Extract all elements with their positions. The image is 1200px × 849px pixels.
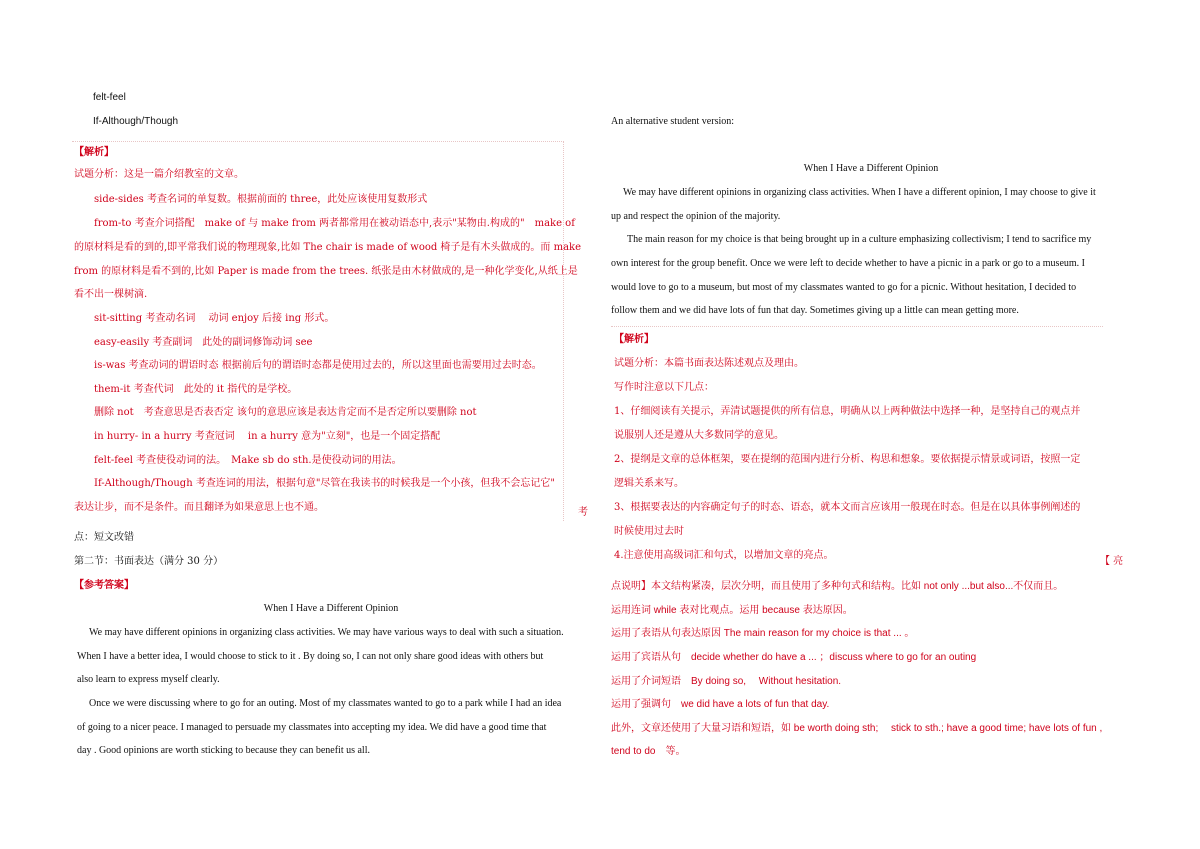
essay-line: also learn to express myself clearly.	[77, 674, 220, 685]
highlight-line: 运用了宾语从句 decide whether do have a ... ；discuss where to go for an outing	[611, 652, 977, 663]
analysis-line: 表达让步，而不是条件。而且翻译为如果意思上也不通。	[74, 502, 324, 513]
essay-title: When I Have a Different Opinion	[263, 603, 399, 614]
divider	[72, 141, 564, 142]
divider	[563, 141, 564, 521]
essay-line: of going to a nicer peace. I managed to persuade my classmates into accepting my idea. We did have a good time that	[77, 722, 547, 733]
note-line: 4.注意使用高级词汇和句式，以增加文章的亮点。	[614, 550, 834, 561]
essay-line: up and respect the opinion of the majority.	[611, 211, 781, 222]
analysis-line: If-Although/Though 考查连词的用法，根据句意"尽管在我读书的时候我是一个小孩，但我不会忘记它"	[94, 478, 556, 489]
note-line: 说服别人还是遵从大多数同学的意见。	[614, 430, 784, 441]
analysis-line: 看不出一棵树滴.	[74, 289, 148, 300]
analysis-line: from 的原材料是看不到的,比如 Paper is made from the trees. 纸张是由木材做成的,是一种化学变化,从纸上是	[74, 266, 578, 277]
highlight-line: 此外，文章还使用了大量习语和短语，如 be worth doing sth; stick to sth.; have a good time; have lots of fun ,	[611, 723, 1103, 734]
note-line: 时候使用过去时	[614, 526, 684, 537]
analysis-line: in hurry- in a hurry 考查冠词 in a hurry 意为"立刻"，也是一个固定搭配	[94, 431, 441, 442]
analysis-intro: 试题分析：本篇书面表达陈述观点及理由。	[614, 358, 804, 369]
analysis-line: is-was 考查动词的谓语时态 根据前后句的谓语时态都是使用过去的，所以这里面也需要用过去时态。	[94, 360, 542, 371]
highlight-bracket: 【 亮	[1100, 556, 1124, 567]
section-title: 第二节：书面表达（满分 30 分）	[74, 556, 224, 567]
analysis-line: sit-sitting 考查动名词 动词 enjoy 后接 ing 形式。	[94, 313, 335, 324]
point-label: 点：短文改错	[74, 532, 134, 543]
analysis-header: 【解析】	[74, 147, 114, 158]
highlight-line: 运用连词 while 表对比观点。运用 because 表达原因。	[611, 605, 853, 616]
notes-intro: 写作时注意以下几点：	[614, 382, 714, 393]
note-line: 逻辑关系来写。	[614, 478, 684, 489]
analysis-line: them-it 考查代词 此处的 it 指代的是学校。	[94, 384, 298, 395]
analysis-line: from-to 考查介词搭配 make of 与 make from 两者都常用在被动语态中,表示"某物由.构成的" make of	[94, 218, 575, 229]
note-line: 3、根据要表达的内容确定句子的时态、语态，就本文而言应该用一般现在时态。但是在以具体事例阐述的	[614, 502, 1081, 513]
correction-item: If-Although/Though	[93, 116, 179, 127]
highlight-line: 点说明】本文结构紧凑，层次分明，而且使用了多种句式和结构。比如 not only ...but also...不仅而且。	[611, 581, 1064, 592]
highlight-line: 运用了介词短语 By doing so, Without hesitation.	[611, 676, 842, 687]
essay-line: We may have different opinions in organizing class activities. We may have various ways to deal with such a situation.	[89, 627, 564, 638]
highlight-line: tend to do 等。	[611, 746, 686, 757]
essay-line: own interest for the group benefit. Once we were left to decide whether to have a picnic in a park or go to a museum. I	[611, 258, 1085, 269]
highlight-line: 运用了表语从句表达原因 The main reason for my choice is that ... 。	[611, 628, 915, 639]
highlight-line: 运用了强调句 we did have a lots of fun that day.	[611, 699, 830, 710]
analysis-line: felt-feel 考查使役动词的法。 Make sb do sth.是使役动词的用法。	[94, 455, 402, 466]
essay-line: day . Good opinions are worth sticking to because they can benefit us all.	[77, 745, 370, 756]
analysis-intro: 试题分析：这是一篇介绍教室的文章。	[74, 169, 244, 180]
note-line: 1、仔细阅读有关提示，弄清试题提供的所有信息，明确从以上两种做法中选择一种，是坚持自己的观点并	[614, 406, 1081, 417]
essay-line: When I have a better idea, I would choose to stick to it . By doing so, I can not only share good ideas with others but	[77, 651, 544, 662]
analysis-header: 【解析】	[614, 334, 654, 345]
margin-char: 考	[578, 507, 588, 518]
analysis-line: 删除 not 考查意思是否表否定 该句的意思应该是表达肯定而不是否定所以要删除 not	[94, 407, 477, 418]
analysis-line: side-sides 考查名词的单复数。根据前面的 three，此处应该使用复数形式	[94, 194, 428, 205]
essay-line: follow them and we did have lots of fun that day. Sometimes giving up a little can mean getting more.	[611, 305, 1019, 316]
essay-line: would love to go to a museum, but most of my classmates wanted to go for a picnic. Without hesitation, I decided to	[611, 282, 1077, 293]
essay-line: Once we were discussing where to go for an outing. Most of my classmates wanted to go to a park while I had an idea	[89, 698, 562, 709]
essay-line: The main reason for my choice is that being brought up in a culture emphasizing collectivism; I tend to sacrifice my	[627, 234, 1092, 245]
reference-answer-label: 【参考答案】	[74, 580, 134, 591]
analysis-line: 的原材料是看的到的,即平常我们说的物理现象,比如 The chair is made of wood 椅子是有木头做成的。而 make	[74, 242, 582, 253]
correction-item: felt-feel	[93, 92, 126, 103]
essay-line: We may have different opinions in organizing class activities. When I have a different opinion, I may choose to give it	[623, 187, 1096, 198]
alternative-label: An alternative student version:	[611, 116, 735, 127]
divider	[611, 326, 1103, 327]
essay-title: When I Have a Different Opinion	[803, 163, 939, 174]
analysis-line: easy-easily 考查副词 此处的副词修饰动词 see	[94, 337, 313, 348]
note-line: 2、提纲是文章的总体框架，要在提纲的范围内进行分析、构思和想象。要依据提示情景或词语，按照一定	[614, 454, 1081, 465]
